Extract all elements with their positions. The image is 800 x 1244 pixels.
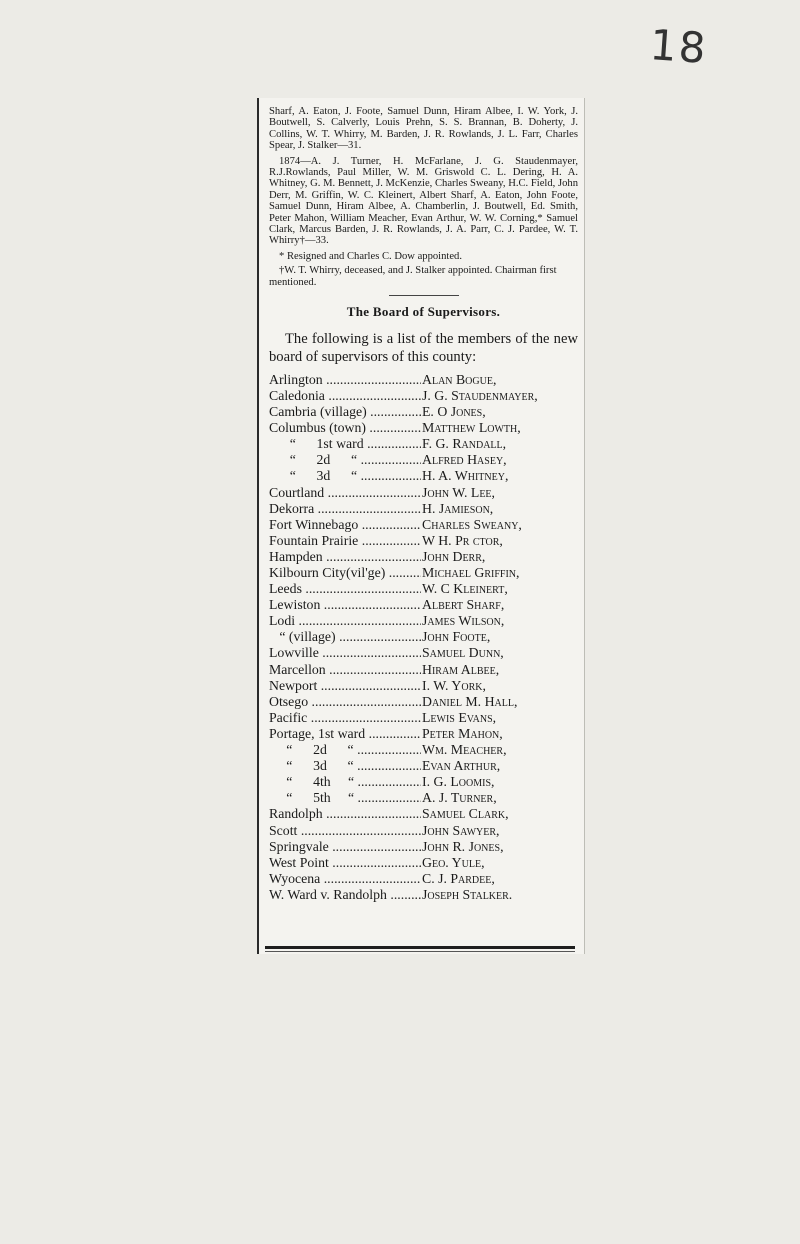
supervisor-name: Michael Griffin, (422, 565, 520, 580)
list-item (269, 806, 578, 822)
district-name: Wyocena ..... (269, 871, 421, 887)
list-item (269, 855, 578, 871)
section-title: The Board of Supervisors. (346, 303, 501, 319)
supervisor-name: Alan Bogue, (422, 371, 497, 387)
supervisor-name: C. J. Pardee, (422, 870, 495, 886)
district-name: “ 1st ward ..... (269, 436, 421, 452)
district-name: Pacific ..... (269, 710, 421, 726)
list-item (269, 388, 578, 404)
supervisor-name: Matthew Lowth, (422, 420, 521, 436)
supervisor-name: John Derr, (422, 548, 486, 564)
list-item (269, 662, 578, 678)
list-item (269, 436, 578, 452)
list-item (269, 565, 578, 581)
district-name: Randolph ..... (269, 806, 421, 822)
list-item (269, 372, 578, 388)
roster-1874: 1874—A. J. Turner, H. McFarlane, J. G. Staudenmayer, R.J.Rowlands, Paul Miller, W. M. Griswold C. L. Dering, H. A. Whitney, G. M. Bennett, J. McKenzie, Charles Sweany, H.C. Field, John Derr, M. Griffin, W. C. Kleinert, Albert Sharf, A. Eaton, John Foote, Samuel Dunn, Hiram Albee, A. Chamberlin, J. Boutwell, Ed. Smith, Peter Mahon, William Meacher, Evan Arthur, W. W. Corning,* Samuel Clark, Marcus Barden, J. R. Rowlands, J. A. Parr, C. J. Pardee, W. T. Whirry†—33. (269, 155, 578, 247)
list-item (269, 887, 578, 903)
supervisor-name: Daniel M. Hall, (422, 693, 518, 709)
district-name: “ 4th “ ..... (269, 774, 421, 790)
district-name: Lowville ..... (269, 645, 421, 661)
list-item (269, 581, 578, 597)
supervisor-name: Samuel Dunn, (422, 645, 504, 661)
district-name: Springvale ..... (269, 839, 421, 855)
list-item (269, 726, 578, 742)
district-name: Otsego ..... (269, 694, 421, 710)
district-name: Portage, 1st ward ..... (269, 726, 421, 742)
list-item (269, 629, 578, 645)
newspaper-clipping (257, 98, 585, 954)
district-name: Dekorra ..... (269, 501, 421, 517)
list-item (269, 501, 578, 517)
district-name: Kilbourn City(vil'ge) ..... (269, 565, 421, 581)
district-name: “ 5th “ ..... (269, 790, 421, 806)
district-name: Arlington ..... (269, 372, 421, 388)
district-name: W. Ward v. Randolph ..... (269, 887, 421, 903)
supervisor-name: Peter Mahon, (422, 725, 503, 741)
supervisor-name: F. G. Randall, (422, 436, 507, 452)
intro-text: The following is a list of the members of the new board of supervisors of this county: (269, 330, 578, 365)
list-item (269, 517, 578, 533)
supervisor-name: John W. Lee, (422, 484, 495, 500)
supervisor-name: I. G. Loomis, (422, 774, 495, 790)
supervisor-name: W. C Kleinert, (422, 581, 508, 597)
district-name: Fountain Prairie ..... (269, 533, 421, 549)
district-name: “ 2d “ ..... (269, 452, 421, 468)
district-name: Marcellon ..... (269, 662, 421, 678)
supervisor-name: Samuel Clark, (422, 806, 509, 822)
supervisor-name: A. J. Turner, (422, 790, 497, 806)
district-name: Columbus (town) ..... (269, 420, 421, 436)
page-number: 18 (648, 20, 710, 73)
supervisor-name: J. G. Staudenmayer, (422, 387, 538, 403)
list-item (269, 710, 578, 726)
list-item (269, 774, 578, 790)
list-item (269, 452, 578, 468)
supervisor-name: Lewis Evans, (422, 709, 497, 725)
bottom-rule (265, 946, 575, 949)
list-item (269, 549, 578, 565)
district-name: Hampden ..... (269, 549, 421, 565)
footnote-deceased: †W. T. Whirry, deceased, and J. Stalker appointed. Chairman first mentioned. (269, 264, 557, 288)
list-item (269, 645, 578, 661)
supervisor-name: I. W. York, (422, 677, 486, 693)
supervisor-name: Geo. Yule, (422, 854, 485, 870)
district-name: Caledonia ..... (269, 388, 421, 404)
supervisor-name: Joseph Stalker. (422, 886, 513, 902)
list-item (269, 871, 578, 887)
supervisor-name: Alfred Hasey, (422, 452, 507, 468)
district-name: West Point ..... (269, 855, 421, 871)
district-name: “ 3d “ ..... (269, 758, 421, 774)
list-item (269, 597, 578, 613)
list-item (269, 742, 578, 758)
supervisor-name: Evan Arthur, (422, 758, 501, 774)
supervisor-name: John R. Jones, (422, 838, 504, 854)
supervisor-name: H. Jamieson, (422, 500, 494, 516)
section-divider (389, 295, 459, 296)
supervisor-name: Charles Sweany, (422, 516, 522, 532)
list-item (269, 758, 578, 774)
district-name: “ 2d “ ..... (269, 742, 421, 758)
district-name: “ 3d “ ..... (269, 468, 421, 484)
list-item (269, 404, 578, 420)
supervisor-name: E. O Jones, (422, 404, 486, 420)
list-item (269, 420, 578, 436)
list-item (269, 468, 578, 484)
footnote-resigned: * Resigned and Charles C. Dow appointed. (279, 250, 463, 262)
list-item (269, 533, 578, 549)
supervisor-name: W H. Pr ctor, (422, 532, 503, 548)
list-item (269, 485, 578, 501)
list-item (269, 790, 578, 806)
supervisor-name: Wm. Meacher, (422, 742, 507, 758)
district-name: Fort Winnebago ..... (269, 517, 421, 533)
roster-1873-continued: Sharf, A. Eaton, J. Foote, Samuel Dunn, Hiram Albee, I. W. York, J. Boutwell, S. Calverly, Louis Prehn, S. S. Brannan, B. Doherty, J. Collins, W. T. Whirry, M. Barden, J. R. Rowlands, J. L. Farr, Charles Spear, J. Stalker—31. (269, 106, 578, 152)
district-name: Newport ..... (269, 678, 421, 694)
supervisor-name: Albert Sharf, (422, 597, 505, 613)
supervisor-name: Hiram Albee, (422, 661, 500, 677)
district-name: Courtland ..... (269, 485, 421, 501)
supervisor-name: John Sawyer, (422, 822, 500, 838)
supervisor-name: James Wilson, (422, 613, 505, 629)
supervisor-name: H. A. Whitney, (422, 468, 509, 484)
list-item (269, 839, 578, 855)
list-item (269, 678, 578, 694)
supervisor-list (269, 372, 578, 903)
list-item (269, 613, 578, 629)
district-name: Lewiston ..... (269, 597, 421, 613)
district-name: Scott ..... (269, 823, 421, 839)
district-name: Leeds ..... (269, 581, 421, 597)
bottom-rule-thin (265, 951, 575, 952)
district-name: Lodi ..... (269, 613, 421, 629)
district-name: “ (village) ..... (269, 629, 421, 645)
list-item (269, 694, 578, 710)
district-name: Cambria (village) ..... (269, 404, 421, 420)
list-item (269, 823, 578, 839)
supervisor-name: John Foote, (422, 629, 491, 645)
